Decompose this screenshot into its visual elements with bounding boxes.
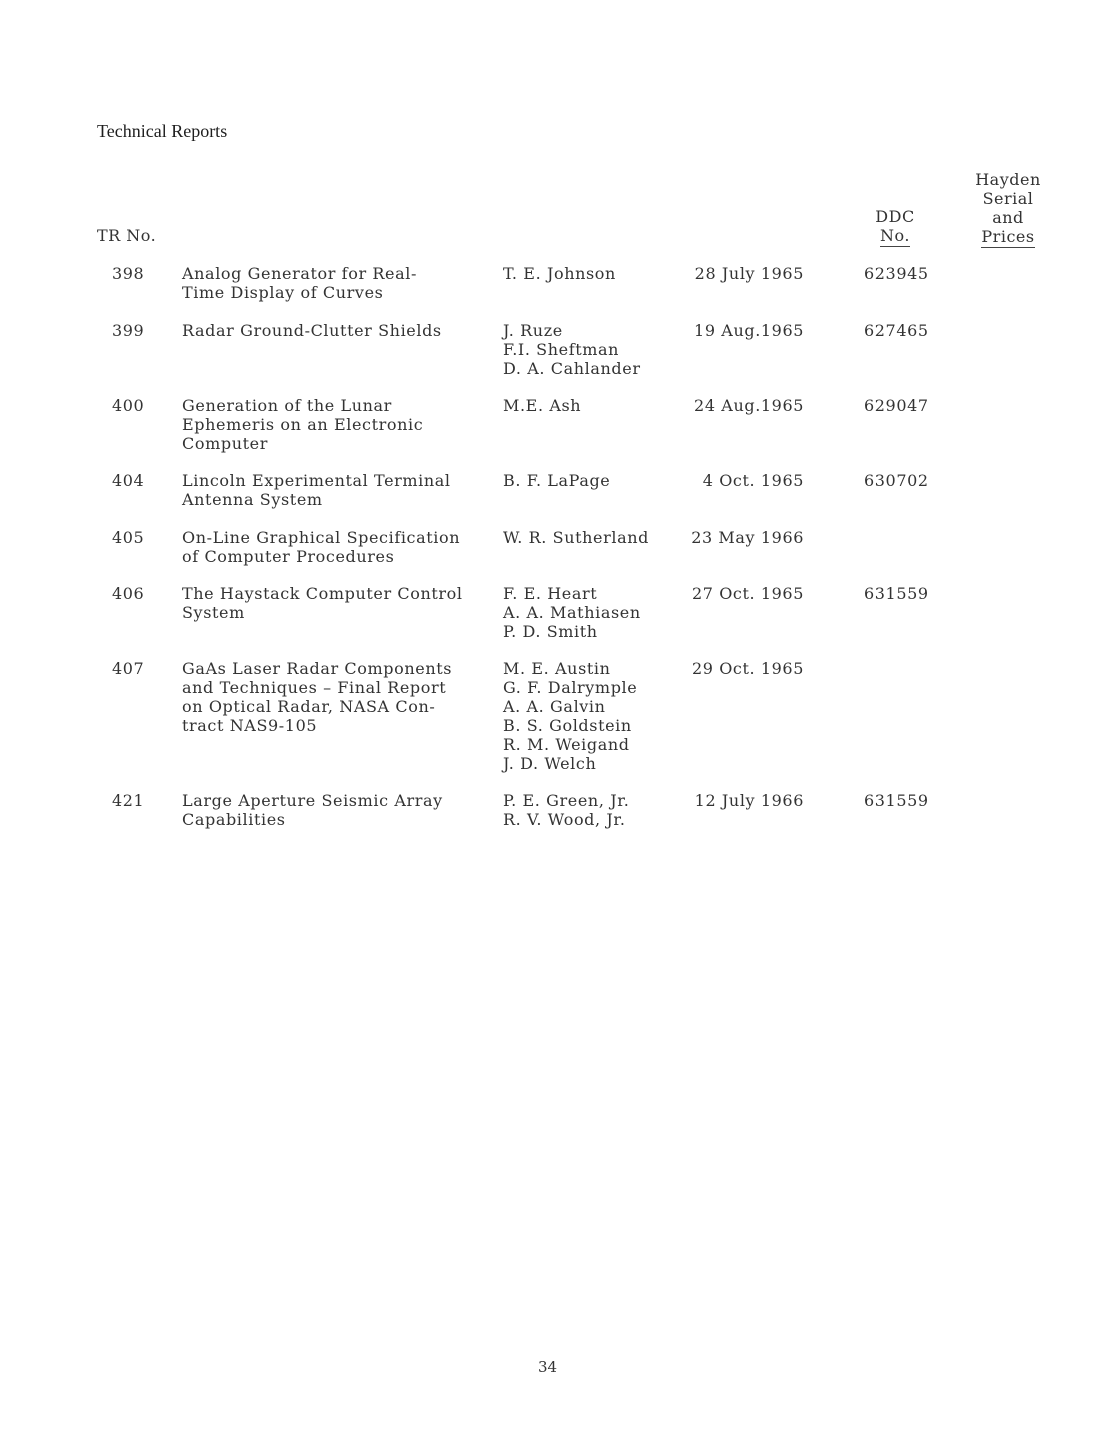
author: B. F. LaPage: [503, 471, 611, 490]
author: R. M. Weigand: [503, 735, 630, 754]
page-number: 34: [537, 1358, 558, 1376]
tr-number: 421: [112, 791, 145, 810]
title-line: Computer: [182, 434, 268, 453]
report-date: 24 Aug.1965: [694, 396, 804, 415]
title-line: GaAs Laser Radar Components: [182, 659, 453, 678]
title-line: tract NAS9-105: [182, 716, 318, 735]
header-hayden-line: Hayden: [975, 170, 1041, 189]
ddc-number: 623945: [864, 264, 929, 283]
author: F. E. Heart: [503, 584, 598, 603]
report-date: 29 Oct. 1965: [691, 659, 804, 678]
report-date: 23 May 1966: [691, 528, 804, 547]
header-tr-no: TR No.: [97, 226, 157, 245]
title-line: and Techniques – Final Report: [182, 678, 447, 697]
author: T. E. Johnson: [503, 264, 616, 283]
report-authors: [503, 791, 678, 829]
report-authors: [503, 396, 678, 415]
header-hayden-line: and: [992, 208, 1024, 227]
report-title: [182, 584, 494, 622]
tr-number: 398: [112, 264, 145, 283]
author: P. D. Smith: [503, 622, 598, 641]
ddc-number: 631559: [864, 584, 929, 603]
page-title: Technical Reports: [97, 121, 228, 141]
author: P. E. Green, Jr.: [503, 791, 630, 810]
report-authors: [503, 471, 678, 490]
report-title: [182, 659, 494, 735]
report-date: 19 Aug.1965: [694, 321, 804, 340]
author: R. V. Wood, Jr.: [503, 810, 626, 829]
tr-number: 400: [112, 396, 145, 415]
tr-number: 404: [112, 471, 145, 490]
header-ddc-no: [866, 207, 924, 247]
tr-number: 399: [112, 321, 145, 340]
tr-number: 405: [112, 528, 145, 547]
header-hayden-line: Prices: [981, 227, 1035, 246]
report-authors: [503, 528, 678, 547]
report-date: 12 July 1966: [694, 791, 804, 810]
author: D. A. Cahlander: [503, 359, 641, 378]
report-date: 4 Oct. 1965: [702, 471, 804, 490]
title-line: Lincoln Experimental Terminal: [182, 471, 451, 490]
title-line: of Computer Procedures: [182, 547, 395, 566]
tr-number: 407: [112, 659, 145, 678]
ddc-number: 631559: [864, 791, 929, 810]
title-line: On-Line Graphical Specification: [182, 528, 461, 547]
ddc-number: 629047: [864, 396, 929, 415]
tr-number: 406: [112, 584, 145, 603]
title-line: Large Aperture Seismic Array: [182, 791, 443, 810]
author: W. R. Sutherland: [503, 528, 649, 547]
report-authors: [503, 584, 678, 641]
header-hayden-line: Serial: [982, 189, 1034, 208]
author: M.E. Ash: [503, 396, 582, 415]
report-date: 28 July 1965: [694, 264, 804, 283]
title-line: Antenna System: [182, 490, 323, 509]
header-ddc-line: DDC: [875, 207, 915, 226]
author: J. D. Welch: [503, 754, 597, 773]
author: G. F. Dalrymple: [503, 678, 638, 697]
report-title: [182, 528, 494, 566]
ddc-number: 630702: [864, 471, 929, 490]
title-line: on Optical Radar, NASA Con-: [182, 697, 436, 716]
report-date: 27 Oct. 1965: [691, 584, 804, 603]
title-line: Ephemeris on an Electronic: [182, 415, 424, 434]
title-line: The Haystack Computer Control: [182, 584, 463, 603]
title-line: Analog Generator for Real-: [182, 264, 417, 283]
author: F.I. Sheftman: [503, 340, 620, 359]
ddc-number: 627465: [864, 321, 929, 340]
author: A. A. Galvin: [503, 697, 606, 716]
report-title: [182, 471, 494, 509]
title-line: Time Display of Curves: [182, 283, 384, 302]
report-title: [182, 321, 494, 340]
author: J. Ruze: [503, 321, 563, 340]
author: B. S. Goldstein: [503, 716, 632, 735]
report-authors: [503, 659, 678, 773]
title-line: Radar Ground-Clutter Shields: [182, 321, 442, 340]
header-ddc-line: No.: [880, 226, 910, 245]
header-hayden-serial: [972, 170, 1044, 248]
author: M. E. Austin: [503, 659, 611, 678]
report-title: [182, 264, 494, 302]
report-authors: [503, 264, 678, 283]
report-title: [182, 791, 494, 829]
title-line: System: [182, 603, 245, 622]
author: A. A. Mathiasen: [503, 603, 641, 622]
title-line: Capabilities: [182, 810, 286, 829]
title-line: Generation of the Lunar: [182, 396, 392, 415]
report-authors: [503, 321, 678, 378]
report-title: [182, 396, 494, 453]
